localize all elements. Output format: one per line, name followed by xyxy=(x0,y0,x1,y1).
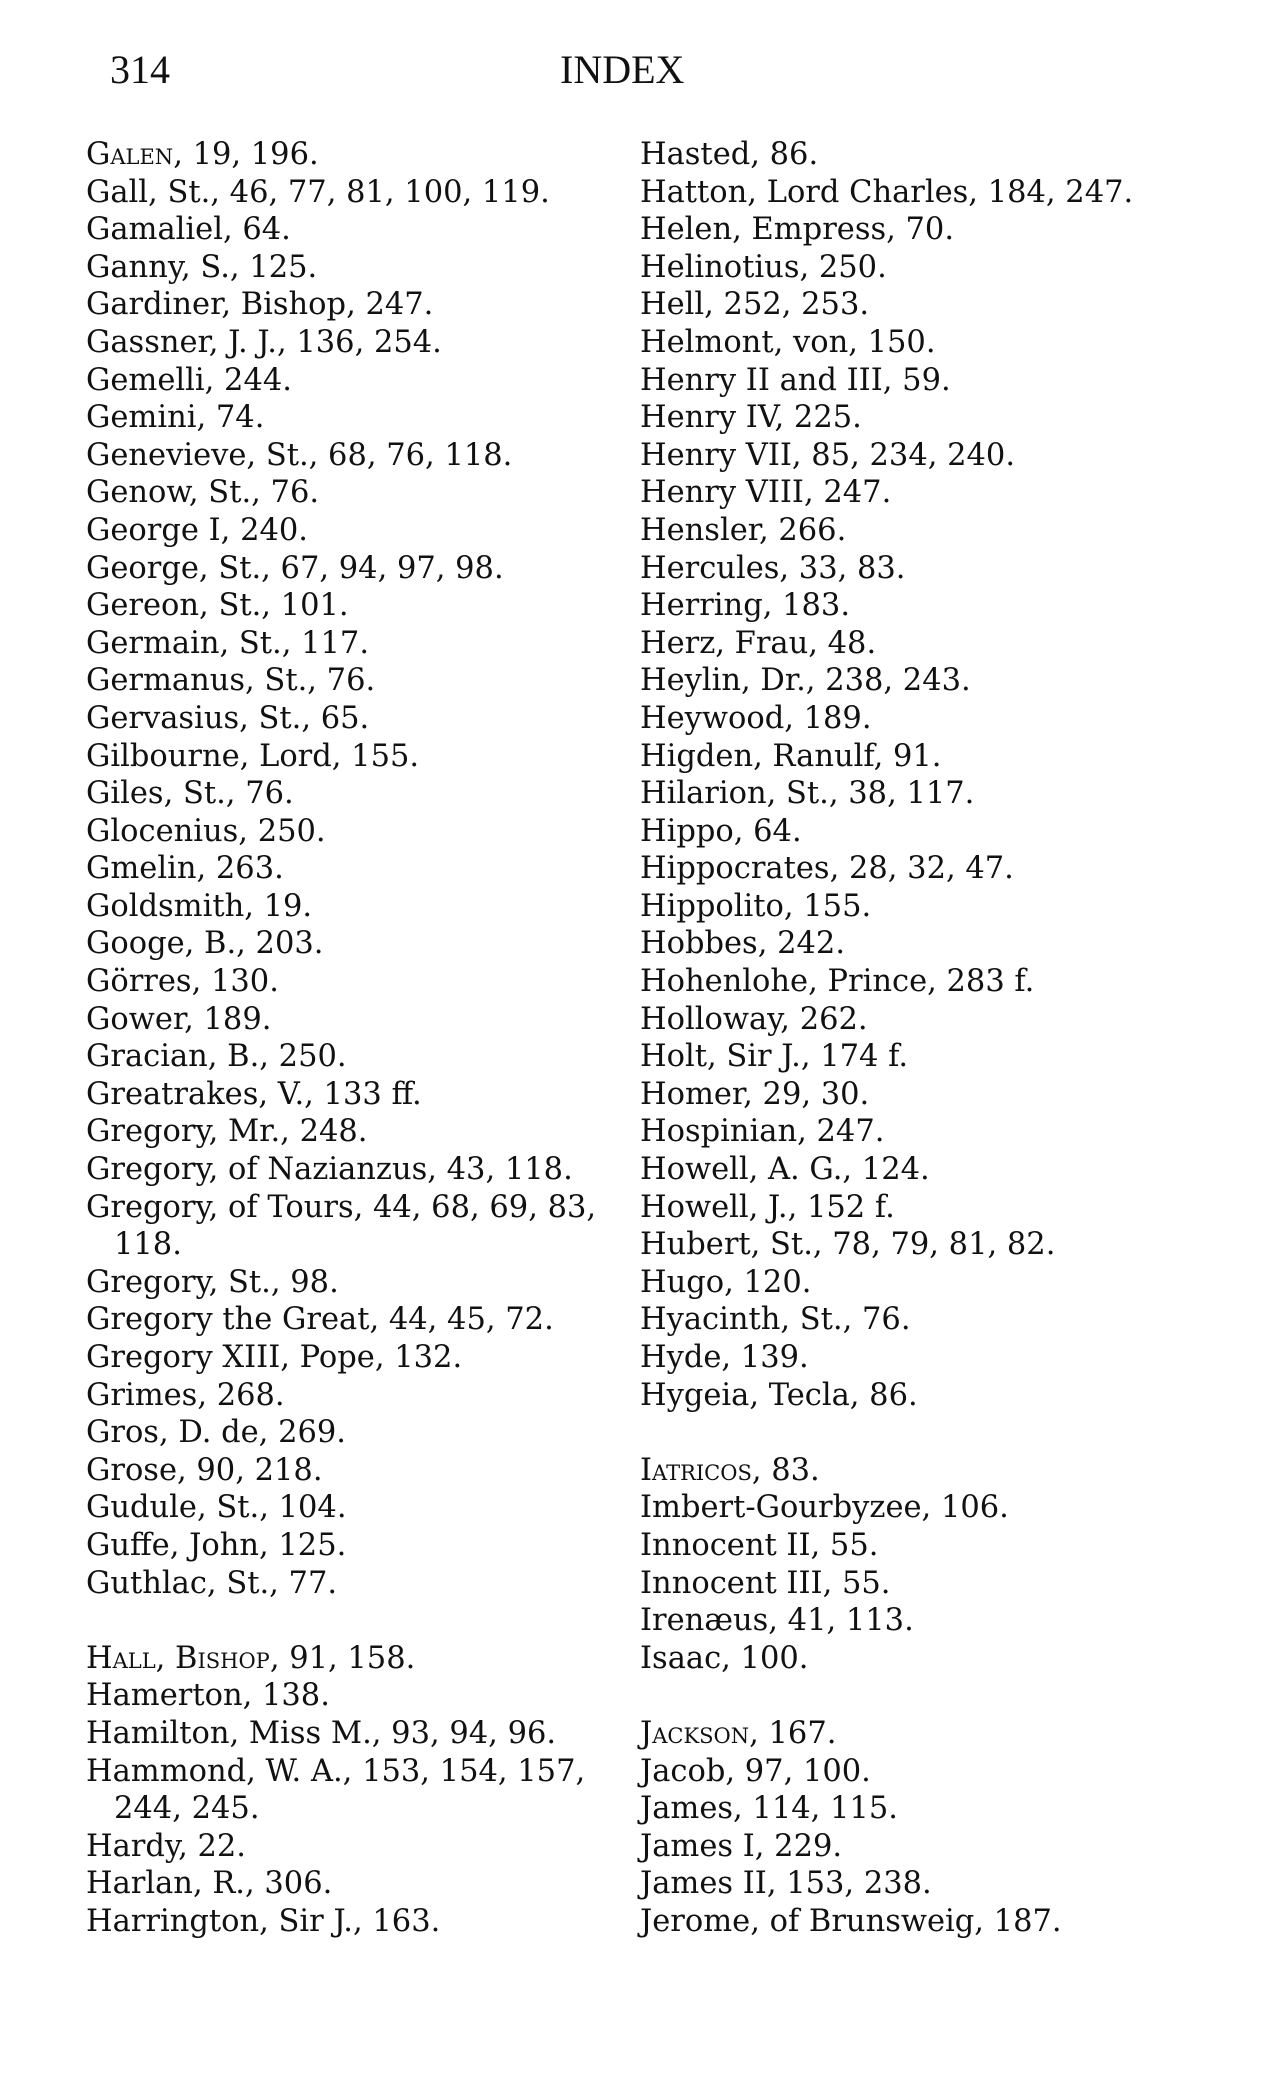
index-entry: Gervasius, St., 65. xyxy=(86,700,370,736)
index-entry: Gemelli, 244. xyxy=(86,362,292,398)
index-entry: Gower, 189. xyxy=(86,1001,272,1037)
index-entry: Harlan, R., 306. xyxy=(86,1866,333,1902)
index-entry: Hippocrates, 28, 32, 47. xyxy=(640,851,1014,887)
index-entry: James II, 153, 238. xyxy=(640,1866,932,1902)
index-entry: Guffe, John, 125. xyxy=(86,1527,347,1563)
section-lead-word: Galen xyxy=(86,137,174,172)
index-entry: Ganny, S., 125. xyxy=(86,249,318,285)
index-entry: Gregory, of Nazianzus, 43, 118. xyxy=(86,1152,573,1188)
index-entry: Harrington, Sir J., 163. xyxy=(86,1903,441,1939)
entry-text: , 91, 158. xyxy=(269,1640,416,1676)
page-header xyxy=(80,46,1180,102)
page-number: 314 xyxy=(110,47,170,92)
index-entry: Gregory, Mr., 248. xyxy=(86,1114,368,1150)
index-entry: Hubert, St., 78, 79, 81, 82. xyxy=(640,1227,1056,1263)
index-entry: Gilbourne, Lord, 155. xyxy=(86,738,420,774)
index-entry: Gall, St., 46, 77, 81, 100, 119. xyxy=(86,174,550,210)
index-entry xyxy=(640,1715,1240,1753)
section-gap xyxy=(640,1677,1240,1715)
index-entry: Howell, J., 152 f. xyxy=(640,1189,895,1225)
index-entry: Grose, 90, 218. xyxy=(86,1452,323,1488)
index-column-right xyxy=(640,136,1240,1941)
index-entry: Imbert-Gourbyzee, 106. xyxy=(640,1490,1009,1526)
index-entry: Heylin, Dr., 238, 243. xyxy=(640,663,971,699)
index-entry: George I, 240. xyxy=(86,512,308,548)
index-entry: Genevieve, St., 68, 76, 118. xyxy=(86,437,513,473)
index-entry: Holt, Sir J., 174 f. xyxy=(640,1039,909,1075)
index-entry: Gregory the Great, 44, 45, 72. xyxy=(86,1302,554,1338)
index-entry: Henry VII, 85, 234, 240. xyxy=(640,437,1016,473)
index-entry: Genow, St., 76. xyxy=(86,475,320,511)
index-entry: Hammond, W. A., 153, 154, 157, 244, 245. xyxy=(86,1753,586,1827)
entry-text: , 19, 196. xyxy=(173,137,319,172)
index-entry: Guthlac, St., 77. xyxy=(86,1565,338,1601)
entry-text: , 167. xyxy=(749,1715,837,1751)
index-entry: Henry IV, 225. xyxy=(640,400,862,436)
index-entry: Gmelin, 263. xyxy=(86,851,284,887)
index-entry: Hercules, 33, 83. xyxy=(640,550,906,586)
index-entry: Görres, 130. xyxy=(86,964,279,1000)
index-entry: Jacob, 97, 100. xyxy=(640,1753,871,1789)
index-entry: George, St., 67, 94, 97, 98. xyxy=(86,550,504,586)
index-entry: Isaac, 100. xyxy=(640,1640,809,1676)
index-entry xyxy=(640,1452,1240,1490)
entry-text: , 83. xyxy=(751,1452,820,1488)
index-entry: Hasted, 86. xyxy=(640,137,819,172)
index-entry: Hilarion, St., 38, 117. xyxy=(640,776,975,812)
index-entry: Germanus, St., 76. xyxy=(86,663,376,699)
index-entry: Helen, Empress, 70. xyxy=(640,212,955,248)
running-title: INDEX xyxy=(560,47,685,92)
index-entry xyxy=(86,1640,646,1678)
index-entry: Helinotius, 250. xyxy=(640,249,887,285)
index-entry: Henry VIII, 247. xyxy=(640,475,892,511)
index-entry: Gracian, B., 250. xyxy=(86,1039,347,1075)
index-entry: Henry II and III, 59. xyxy=(640,362,951,398)
index-entry: Jerome, of Brunsweig, 187. xyxy=(640,1903,1062,1939)
index-entry xyxy=(86,136,646,174)
index-entry: Innocent II, 55. xyxy=(640,1527,879,1563)
index-entry: Gassner, J. J., 136, 254. xyxy=(86,324,442,360)
index-entry: Herz, Frau, 48. xyxy=(640,625,877,661)
index-entry: Gregory, St., 98. xyxy=(86,1264,339,1300)
index-entry: Glocenius, 250. xyxy=(86,813,326,849)
index-entry: Grimes, 268. xyxy=(86,1377,285,1413)
index-entry: Helmont, von, 150. xyxy=(640,324,936,360)
index-entry: Hyacinth, St., 76. xyxy=(640,1302,911,1338)
index-entry: Gereon, St., 101. xyxy=(86,588,349,624)
index-entry: Irenæus, 41, 113. xyxy=(640,1603,914,1639)
index-entry: Herring, 183. xyxy=(640,588,851,624)
index-entry: Hensler, 266. xyxy=(640,512,847,548)
index-entry: Innocent III, 55. xyxy=(640,1565,891,1601)
index-entry: Gregory XIII, Pope, 132. xyxy=(86,1340,463,1375)
index-entry: Hatton, Lord Charles, 184, 247. xyxy=(640,174,1134,210)
index-column-left xyxy=(86,136,646,1941)
index-entry: Hippolito, 155. xyxy=(640,888,872,924)
index-entry: James, 114, 115. xyxy=(640,1791,898,1827)
index-entry: Greatrakes, V., 133 ff. xyxy=(86,1076,422,1112)
index-entry: Goldsmith, 19. xyxy=(86,888,313,924)
index-entry: Hobbes, 242. xyxy=(640,926,846,962)
index-entry: Gardiner, Bishop, 247. xyxy=(86,287,434,323)
index-entry: Hugo, 120. xyxy=(640,1264,812,1300)
index-entry: Holloway, 262. xyxy=(640,1001,868,1037)
index-entry: Gros, D. de, 269. xyxy=(86,1415,346,1451)
index-entry: Hell, 252, 253. xyxy=(640,287,870,323)
index-entry: Gudule, St., 104. xyxy=(86,1490,347,1526)
section-lead-word: Jackson xyxy=(640,1715,750,1751)
index-entry: Gamaliel, 64. xyxy=(86,212,291,248)
index-entry: Hamerton, 138. xyxy=(86,1678,330,1714)
index-entry: Hamilton, Miss M., 93, 94, 96. xyxy=(86,1715,557,1751)
index-entry: Gemini, 74. xyxy=(86,400,265,436)
section-lead-word: Hall, Bishop xyxy=(86,1640,270,1676)
index-entry: Hippo, 64. xyxy=(640,813,802,849)
index-entry: Giles, St., 76. xyxy=(86,776,294,812)
index-entry: Homer, 29, 30. xyxy=(640,1076,870,1112)
index-entry: Hardy, 22. xyxy=(86,1828,246,1864)
index-entry: Heywood, 189. xyxy=(640,700,872,736)
index-entry: Hyde, 139. xyxy=(640,1340,809,1375)
index-entry: Hospinian, 247. xyxy=(640,1114,885,1150)
index-entry: Hohenlohe, Prince, 283 f. xyxy=(640,964,1035,1000)
index-entry: Germain, St., 117. xyxy=(86,625,370,661)
index-entry: Howell, A. G., 124. xyxy=(640,1152,930,1188)
index-entry: Googe, B., 203. xyxy=(86,926,324,962)
section-gap xyxy=(86,1602,646,1640)
section-lead-word: Iatricos xyxy=(640,1452,752,1488)
index-entry: Gregory, of Tours, 44, 68, 69, 83, 118. xyxy=(86,1189,597,1263)
index-entry: James I, 229. xyxy=(640,1828,843,1864)
section-gap xyxy=(640,1414,1240,1452)
index-entry: Hygeia, Tecla, 86. xyxy=(640,1377,918,1413)
index-entry: Higden, Ranulf, 91. xyxy=(640,738,942,774)
